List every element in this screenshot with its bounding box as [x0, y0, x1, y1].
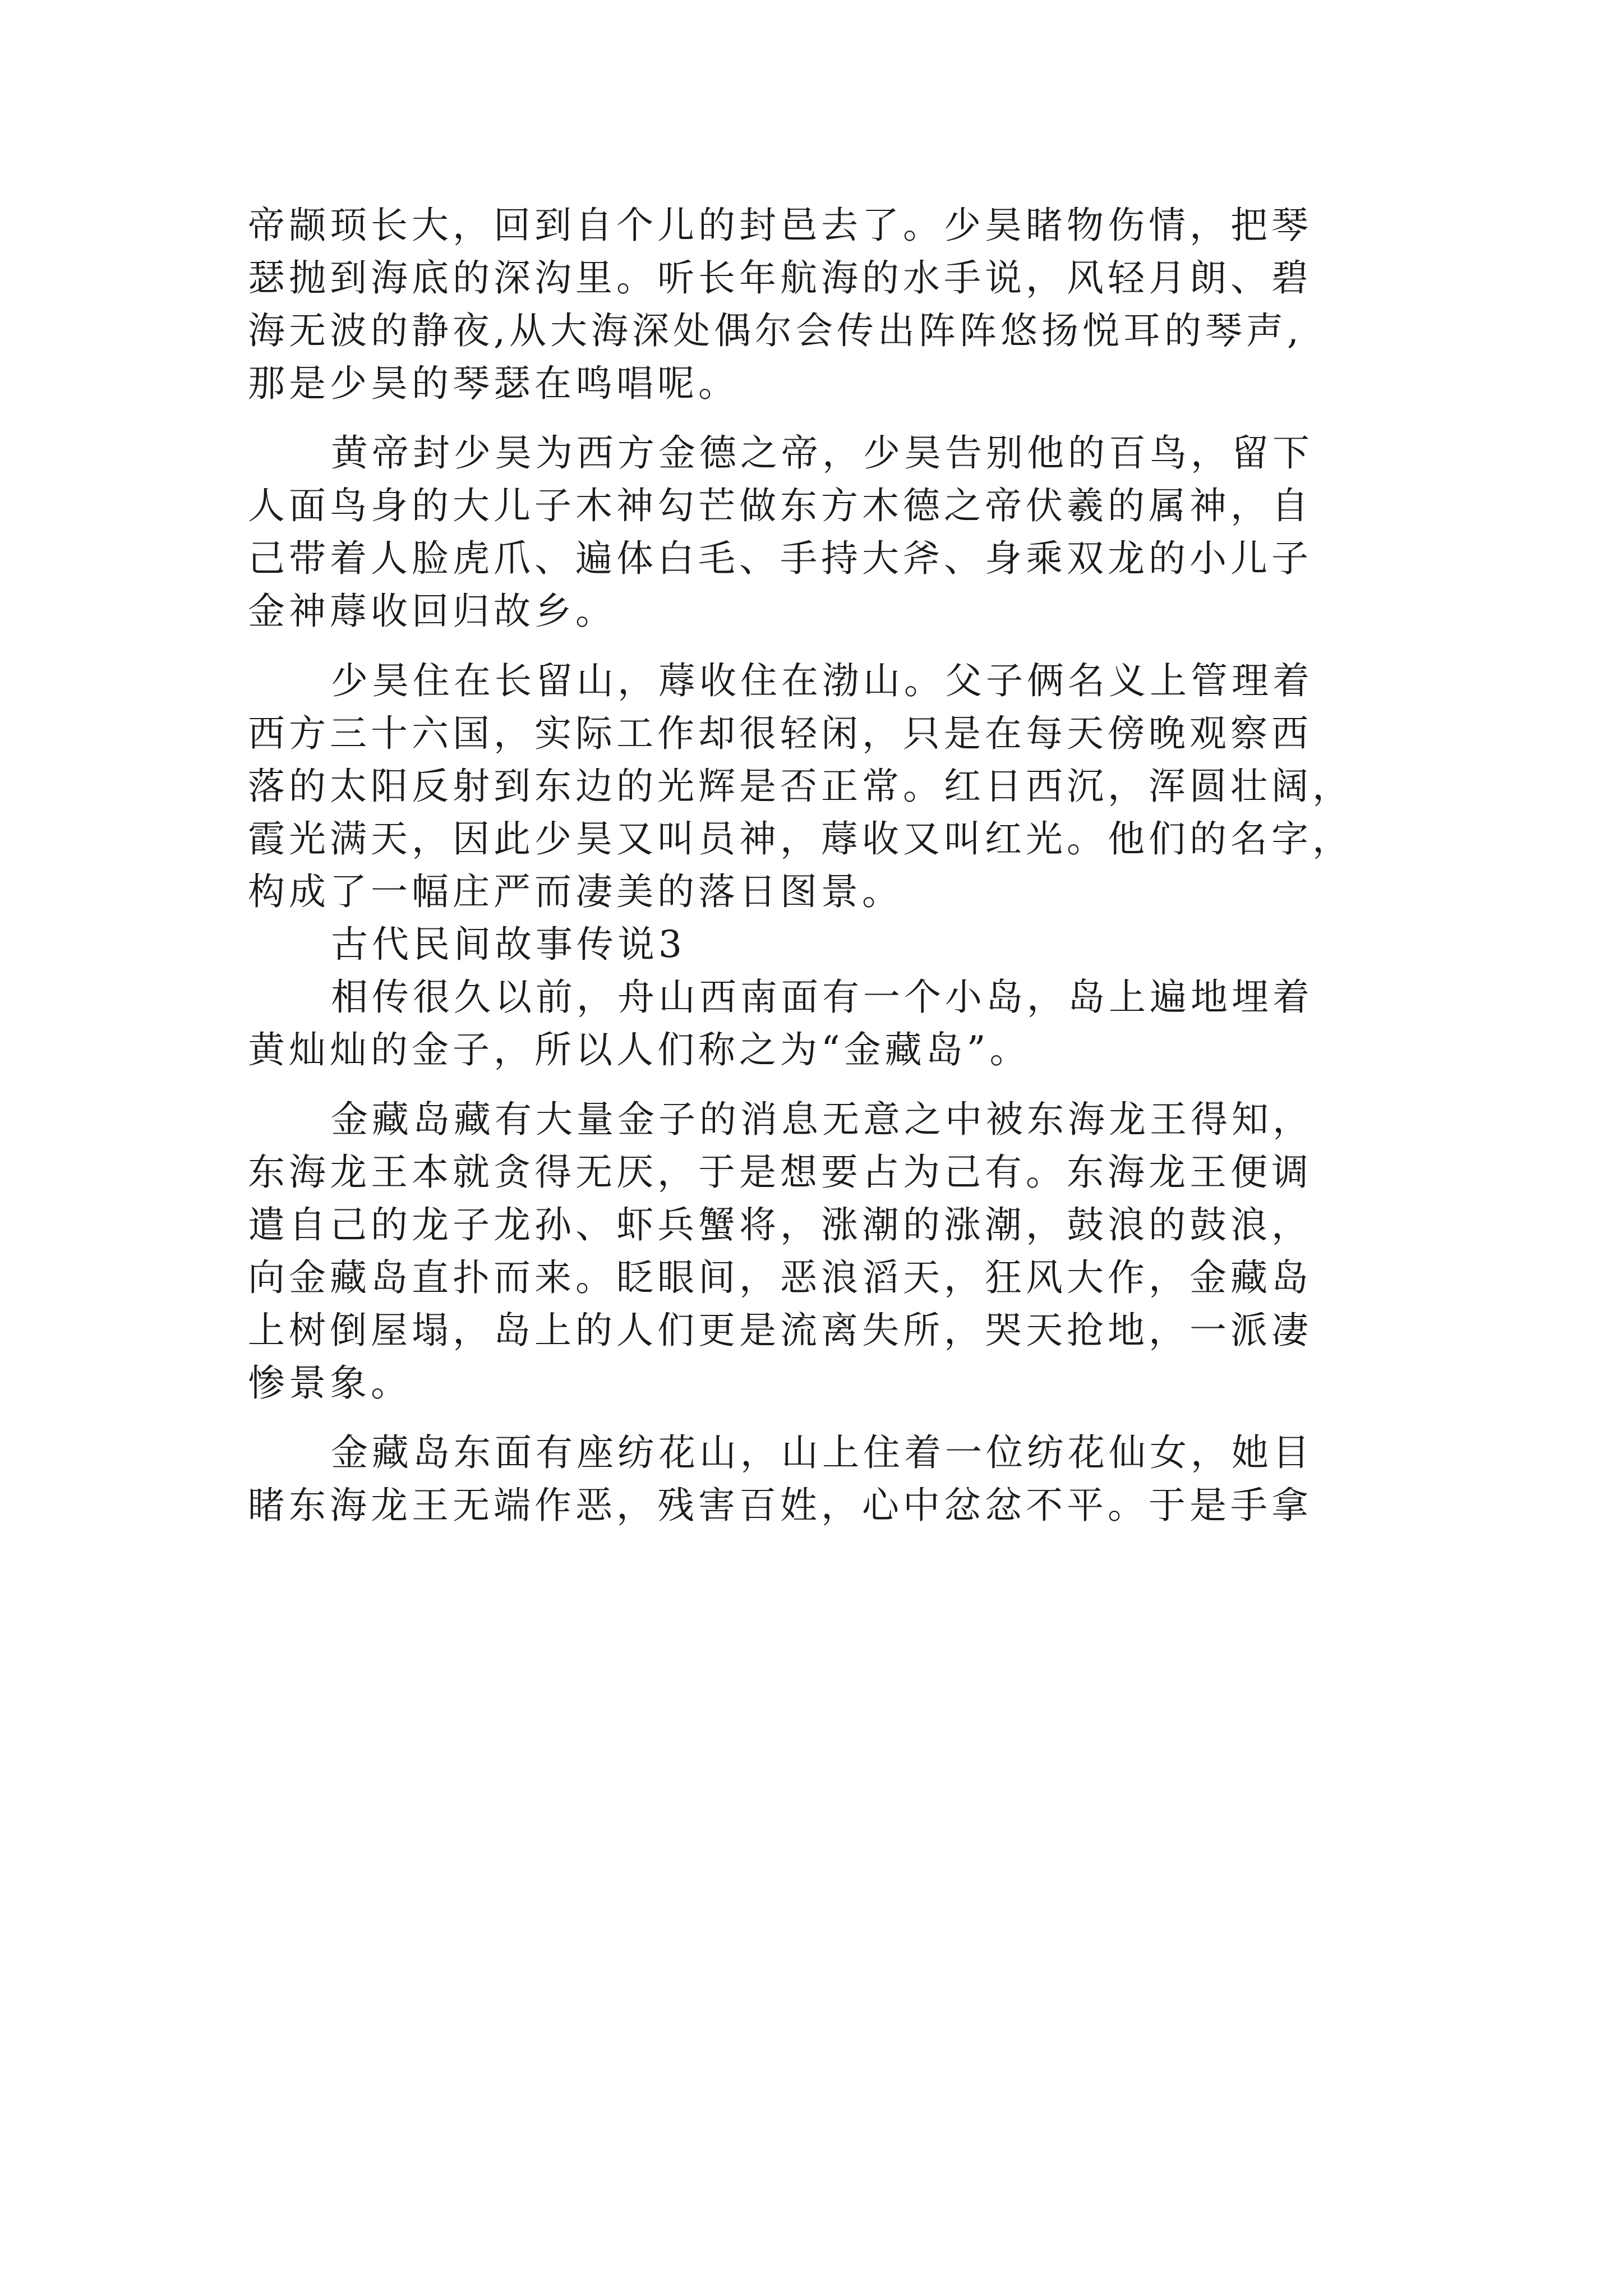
paragraph-start-line: 少昊住在长留山，蓐收住在渤山。父子俩名义上管理着	[331, 659, 1313, 702]
paragraph-start-line: 金藏岛藏有大量金子的消息无意之中被东海龙王得知，	[331, 1098, 1313, 1141]
text-line: 西方三十六国，实际工作却很轻闲，只是在每天傍晚观察西	[248, 712, 1312, 755]
paragraph-start-line: 相传很久以前，舟山西南面有一个小岛，岛上遍地埋着	[331, 976, 1313, 1019]
text-line: 那是少昊的琴瑟在鸣唱呢。	[248, 362, 739, 405]
text-line: 向金藏岛直扑而来。眨眼间，恶浪滔天，狂风大作，金藏岛	[248, 1256, 1312, 1299]
text-line: 睹东海龙王无端作恶，残害百姓，心中忿忿不平。于是手拿	[248, 1484, 1312, 1527]
paragraph-gap	[248, 638, 1420, 655]
text-line: 上树倒屋塌，岛上的人们更是流离失所，哭天抢地，一派凄	[248, 1309, 1312, 1352]
text-line: 东海龙王本就贪得无厌，于是想要占为己有。东海龙王便调	[248, 1151, 1312, 1194]
paragraph-gap	[248, 1410, 1420, 1427]
paragraph-start-line: 黄帝封少昊为西方金德之帝，少昊告别他的百鸟，留下	[331, 431, 1313, 475]
section-heading: 古代民间故事传说3	[331, 923, 686, 966]
text-line: 惨景象。	[248, 1361, 412, 1405]
text-line: 己带着人脸虎爪、遍体白毛、手持大斧、身乘双龙的小儿子	[248, 537, 1312, 580]
paragraph-start-line: 金藏岛东面有座纺花山，山上住着一位纺花仙女，她目	[331, 1431, 1313, 1474]
text-line: 海无波的静夜,从大海深处偶尔会传出阵阵悠扬悦耳的琴声,	[248, 309, 1303, 352]
text-line: 构成了一幅庄严而凄美的落日图景。	[248, 870, 903, 913]
body-text	[248, 199, 1420, 1532]
text-line: 金神蓐收回归故乡。	[248, 590, 616, 633]
text-line: 遣自己的龙子龙孙、虾兵蟹将，涨潮的涨潮，鼓浪的鼓浪，	[248, 1203, 1312, 1246]
text-line: 落的太阳反射到东边的光辉是否正常。红日西沉，浑圆壮阔，	[248, 765, 1353, 808]
text-line: 人面鸟身的大儿子木神勾芒做东方木德之帝伏羲的属神，自	[248, 484, 1312, 527]
paragraph-gap	[248, 410, 1420, 427]
text-line: 帝颛顼长大，回到自个儿的封邑去了。少昊睹物伤情，把琴	[248, 204, 1312, 247]
text-line: 瑟抛到海底的深沟里。听长年航海的水手说，风轻月朗、碧	[248, 256, 1312, 300]
text-line: 黄灿灿的金子，所以人们称之为“金藏岛”。	[248, 1028, 1031, 1071]
paragraph-gap	[248, 1076, 1420, 1093]
text-line: 霞光满天，因此少昊又叫员神，蓐收又叫红光。他们的名字，	[248, 817, 1353, 861]
